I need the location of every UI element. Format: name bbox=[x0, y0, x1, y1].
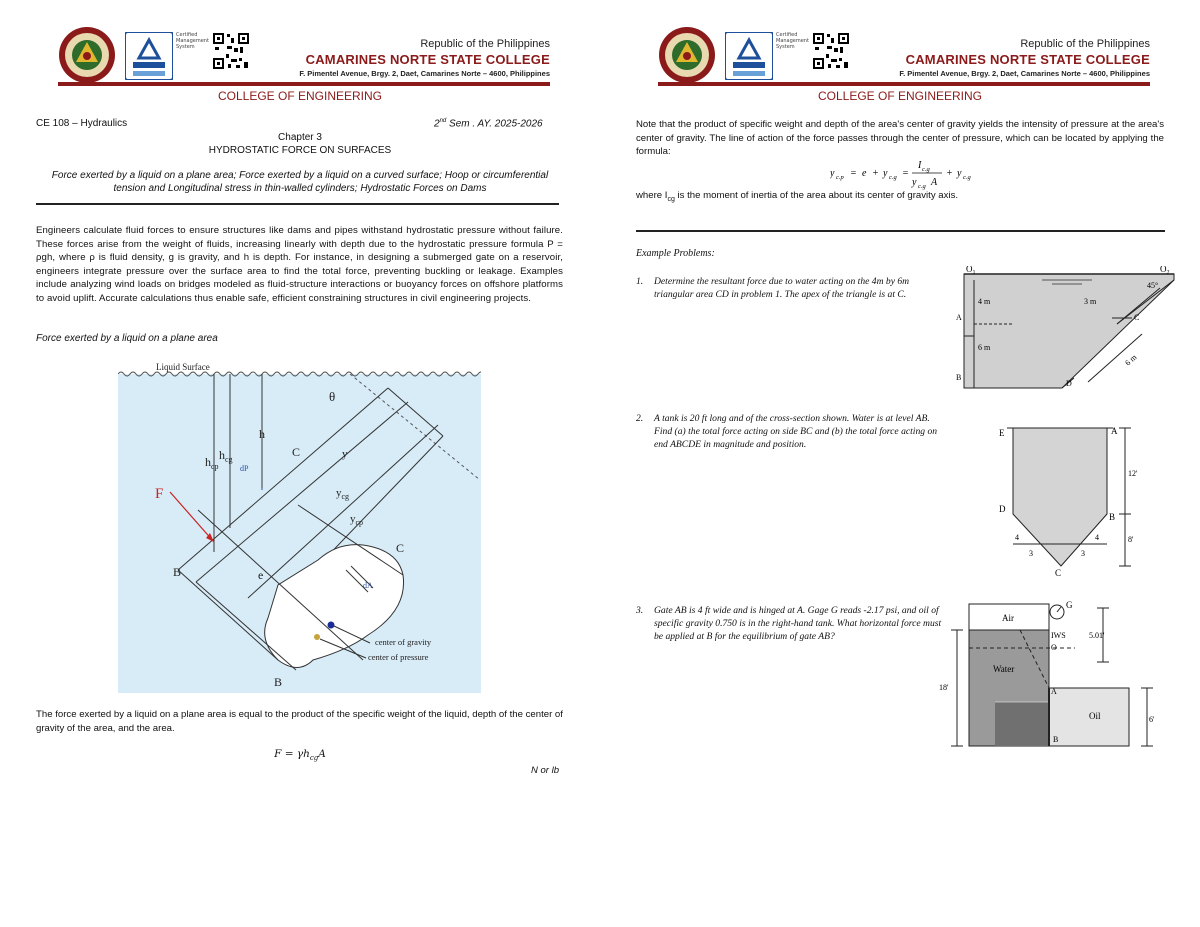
hcg-label: $h_{cg}$ bbox=[219, 448, 233, 464]
dim-18: 18' bbox=[939, 683, 949, 692]
d-label: D bbox=[999, 504, 1006, 514]
y-label: y bbox=[342, 448, 348, 460]
semester-rest: Sem . AY. 2025-2026 bbox=[446, 118, 543, 130]
iso-certification-logo bbox=[725, 32, 773, 80]
problem-2-figure bbox=[995, 416, 1153, 576]
dim-4m: 4 m bbox=[978, 297, 991, 306]
semester-num: 2 bbox=[434, 118, 440, 130]
iso-certification-logo bbox=[125, 32, 173, 80]
problem-text: Gate AB is 4 ft wide and is hinged at A. Gage G reads -2.17 psi, and oil of specific gravity 0.750 is in the right-hand tank. What horizontal force must be applied at B for the equilibrium of gate AB? bbox=[654, 605, 942, 642]
section-heading: Force exerted by a liquid on a plane area bbox=[36, 333, 218, 344]
svg-text:y: y bbox=[883, 168, 888, 179]
hcp-label: $h_{cp}$ bbox=[205, 455, 219, 471]
svg-text:c.g: c.g bbox=[922, 166, 930, 173]
units-label: N or lb bbox=[531, 765, 559, 776]
b-label: B bbox=[956, 373, 962, 382]
o1-label: $O_1$ bbox=[966, 266, 976, 276]
department-title: COLLEGE OF ENGINEERING bbox=[217, 89, 383, 103]
svg-text:y: y bbox=[830, 168, 835, 179]
angle-label: 45° bbox=[1147, 281, 1159, 290]
b-label: B bbox=[1109, 512, 1116, 522]
dim-501: 5.01' bbox=[1089, 631, 1105, 640]
divider bbox=[36, 203, 559, 205]
page-header-right bbox=[658, 26, 1150, 86]
svg-text:c.g: c.g bbox=[889, 174, 897, 181]
semester-label bbox=[434, 118, 543, 129]
e-label: E bbox=[999, 428, 1005, 438]
f-label: F bbox=[155, 486, 164, 502]
dim-3-right: 3 bbox=[1081, 549, 1085, 558]
h-label: h bbox=[259, 427, 265, 441]
a-label: A bbox=[956, 313, 962, 322]
college-name: CAMARINES NORTE STATE COLLEGE bbox=[305, 52, 550, 67]
college-seal-logo bbox=[658, 26, 716, 84]
iso-text: Certified Management System bbox=[176, 32, 209, 50]
right-page bbox=[600, 0, 1200, 927]
b-label-bottom: B bbox=[274, 675, 283, 689]
b-label: B bbox=[1053, 735, 1059, 744]
page-header bbox=[58, 26, 550, 86]
svg-text:c.g: c.g bbox=[918, 183, 926, 190]
intro-paragraph: Engineers calculate fluid forces to ensure structures like dams and pipes withstand hydrostatic pressure without failure. These forces arise from the weight of fluids, increasing linearly with depth due to the hydrostatic pressure formula P = ρgh, where ρ is fluid density, g is gravity, and h is depth. For instance, in designing a submerged gate on a reservoir, engineers integrate pressure over the surface area to find the total force, preventing buckling or leakage. Examples include analyzing wind loads on bridges modeled as fluid-structure interactions or buoyancy forces on offshore platforms to avoid uplift. Accurate calculations thus enable safe, efficient constraining structures in civil engineering projects. bbox=[36, 225, 563, 304]
department-title: COLLEGE OF ENGINEERING bbox=[817, 89, 983, 103]
dim-6m: 6 m bbox=[978, 343, 991, 352]
course-code: CE 108 – Hydraulics bbox=[36, 118, 128, 129]
chapter-heading bbox=[0, 131, 600, 157]
g-label: G bbox=[1066, 600, 1073, 610]
where-text: where $I_{cg}$ is the moment of inertia of the area about its center of gravity axis. bbox=[636, 190, 959, 203]
svg-text:e: e bbox=[862, 168, 867, 179]
air-label: Air bbox=[1002, 613, 1014, 623]
college-address: F. Pimentel Avenue, Brgy. 2, Daet, Camarines Norte – 4600, Philippines bbox=[899, 69, 1150, 78]
center-of-pressure-equation bbox=[830, 158, 1030, 192]
e-label: e bbox=[258, 568, 264, 582]
center-of-gravity-label: center of gravity bbox=[375, 637, 432, 647]
dim-6m-slant: 6 m bbox=[1123, 352, 1139, 368]
da-label: dA bbox=[363, 581, 373, 590]
svg-text:=: = bbox=[902, 168, 909, 179]
examples-heading: Example Problems: bbox=[636, 248, 715, 259]
semester-sup: nd bbox=[439, 118, 447, 124]
plane-area-figure bbox=[118, 360, 481, 693]
dim-4-right: 4 bbox=[1095, 533, 1099, 542]
chapter-title: HYDROSTATIC FORCE ON SURFACES bbox=[208, 145, 392, 156]
qr-code-icon bbox=[812, 32, 850, 70]
svg-text:I: I bbox=[918, 160, 922, 171]
c-label-right: C bbox=[396, 541, 405, 555]
dim-3-left: 3 bbox=[1029, 549, 1033, 558]
force-equation: $F = \gamma h_{cg}A$ bbox=[274, 748, 326, 763]
o-label: O bbox=[1051, 643, 1057, 652]
svg-text:y: y bbox=[912, 177, 917, 188]
note-paragraph: Note that the product of specific weight and depth of the area's center of gravity yields the intensity of pressure at the area's center of gravity. The line of action of the force passes through the center of pressure, which can be located by applying the formula: bbox=[636, 119, 1164, 158]
problem-3-figure bbox=[935, 598, 1169, 754]
b-label-left: B bbox=[173, 565, 182, 579]
dim-12: 12' bbox=[1128, 469, 1138, 478]
college-seal-logo bbox=[58, 26, 116, 84]
svg-text:+: + bbox=[872, 168, 879, 179]
dp-label: dP bbox=[240, 464, 249, 473]
ycg-label: $y_{cg}$ bbox=[336, 487, 350, 501]
svg-text:c.g: c.g bbox=[963, 174, 971, 181]
dim-3m: 3 m bbox=[1084, 297, 1097, 306]
ycp-label: $y_{cp}$ bbox=[350, 513, 364, 527]
a-label: A bbox=[1111, 426, 1118, 436]
c-label: C bbox=[1055, 568, 1062, 576]
problem-text: Determine the resultant force due to water acting on the 4m by 6m triangular area CD in problem 1. The apex of the triangle is at C. bbox=[654, 276, 910, 300]
svg-text:+: + bbox=[946, 168, 953, 179]
d-label: D bbox=[1066, 379, 1072, 388]
center-of-pressure-label: center of pressure bbox=[368, 652, 429, 662]
problem-1-figure bbox=[952, 266, 1180, 392]
college-name: CAMARINES NORTE STATE COLLEGE bbox=[905, 52, 1150, 67]
iso-text: Certified Management System bbox=[776, 32, 809, 50]
republic-text: Republic of the Philippines bbox=[420, 38, 550, 50]
qr-code-icon bbox=[212, 32, 250, 70]
dim-8: 8' bbox=[1128, 535, 1134, 544]
republic-text: Republic of the Philippines bbox=[1020, 38, 1150, 50]
dim-4-left: 4 bbox=[1015, 533, 1019, 542]
college-address: F. Pimentel Avenue, Brgy. 2, Daet, Camarines Norte – 4600, Philippines bbox=[299, 69, 550, 78]
water-label: Water bbox=[993, 664, 1015, 674]
iws-label: IWS bbox=[1051, 631, 1066, 640]
c-label-top: C bbox=[292, 445, 301, 459]
problem-number: 1. bbox=[636, 276, 644, 287]
divider bbox=[636, 230, 1165, 232]
chapter-number: Chapter 3 bbox=[278, 132, 322, 143]
a-label: A bbox=[1051, 687, 1057, 696]
o2-label: $O_2$ bbox=[1160, 266, 1170, 276]
problem-text: A tank is 20 ft long and of the cross-section shown. Water is at level AB. Find (a) the total force acting on side BC and (b) the total force acting on end ABCDE in magnitude and position. bbox=[654, 413, 938, 450]
header-rule bbox=[658, 82, 1150, 86]
dim-6: 6' bbox=[1149, 715, 1155, 724]
liquid-surface-label: Liquid Surface bbox=[156, 362, 210, 372]
svg-text:y: y bbox=[957, 168, 962, 179]
oil-label: Oil bbox=[1089, 711, 1101, 721]
problem-number: 2. bbox=[636, 413, 644, 424]
svg-text:c.p: c.p bbox=[836, 174, 844, 181]
problem-number: 3. bbox=[636, 605, 644, 616]
chapter-subtitle: Force exerted by a liquid on a plane area; Force exerted by a liquid on a curved surface; Hoop or circumferential tension and Longitudinal stress in thin-walled cylinders; Hydrostatic Forces on Dams bbox=[51, 170, 549, 194]
svg-text:A: A bbox=[931, 177, 938, 188]
c-label: C bbox=[1134, 313, 1140, 322]
header-rule bbox=[58, 82, 550, 86]
theta-label: θ bbox=[329, 389, 336, 404]
svg-text:=: = bbox=[850, 168, 857, 179]
force-paragraph: The force exerted by a liquid on a plane area is equal to the product of the specific weight of the liquid, depth of the center of gravity of the area, and the area. bbox=[36, 709, 563, 734]
